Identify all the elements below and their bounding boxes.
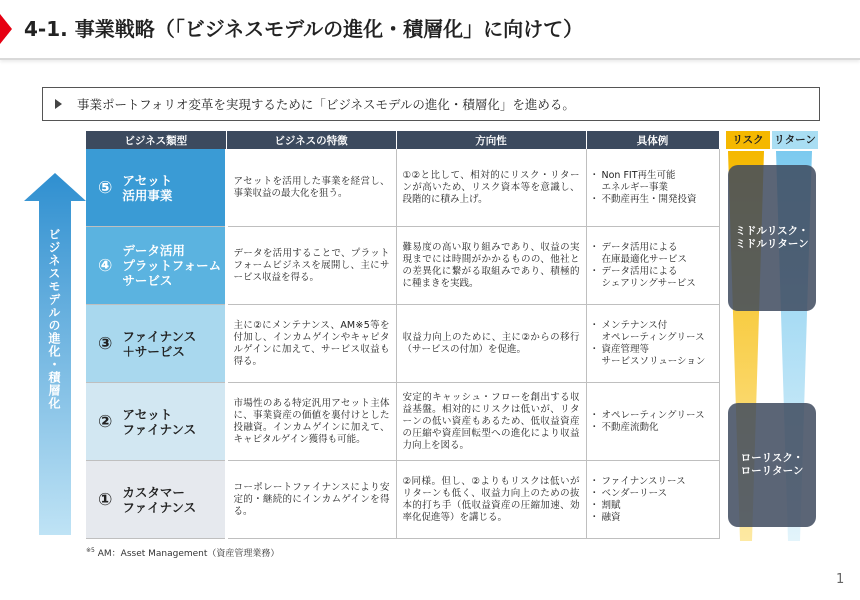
example-list bbox=[593, 476, 713, 524]
example-item: ・ オペレーティングリース bbox=[593, 410, 713, 422]
example-list bbox=[593, 410, 713, 434]
direction-cell: 難易度の高い取り組みであり、収益の実現までには時間がかかるものの、他社との差異化に繋がる取組みであり、積極的に種まきを実践。 bbox=[396, 227, 586, 305]
low-risk-box: ローリスク・ ローリターン bbox=[728, 403, 816, 527]
example-cell bbox=[586, 383, 719, 461]
table-row bbox=[86, 149, 719, 227]
example-cell bbox=[586, 227, 719, 305]
type-number: ③ bbox=[98, 333, 113, 354]
header-type: ビジネス類型 bbox=[86, 131, 226, 149]
direction-cell: ①②と比して、相対的にリスク・リターンが高いため、リスク資本等を意識し、段階的に積み上げ。 bbox=[396, 149, 586, 227]
table-row bbox=[86, 305, 719, 383]
header-example: 具体例 bbox=[586, 131, 719, 149]
footnote bbox=[86, 546, 279, 559]
type-name: カスタマー ファイナンス bbox=[122, 484, 197, 515]
type-name: アセット ファイナンス bbox=[122, 406, 197, 437]
header-feature: ビジネスの特徴 bbox=[226, 131, 396, 149]
arrow-label: ビジネスモデルの進化・積層化 bbox=[47, 228, 61, 410]
bullet-triangle-icon bbox=[55, 99, 62, 109]
direction-cell: 収益力向上のために、主に②からの移行（サービスの付加）を促進。 bbox=[396, 305, 586, 383]
example-item: ・ ファイナンスリース bbox=[593, 476, 713, 488]
direction-cell: 安定的キャッシュ・フローを創出する収益基盤。相対的にリスクは低いが、リターンの低い資産もあるため、低収益資産の圧縮や資産回転型への進化により収益力向上を図る。 bbox=[396, 383, 586, 461]
example-item: ・ 不動産再生・開発投資 bbox=[593, 194, 713, 206]
table-row bbox=[86, 227, 719, 305]
risk-return-panel bbox=[722, 131, 822, 541]
example-item: ・ Non FIT再生可能 エネルギー事業 bbox=[593, 170, 713, 194]
title-accent-marker bbox=[0, 14, 12, 44]
business-type-cell bbox=[86, 383, 226, 461]
example-list bbox=[593, 170, 713, 206]
direction-cell: ②同様。但し、②よりもリスクは低いがリターンも低く、収益力向上のための抜本的打ち手（低収益資産の圧縮加速、効率化促進等）を講じる。 bbox=[396, 461, 586, 539]
footnote-mark: ※5 bbox=[86, 547, 95, 554]
example-cell bbox=[586, 149, 719, 227]
risk-header: リスク bbox=[726, 131, 770, 149]
type-number: ④ bbox=[98, 255, 113, 276]
return-header: リターン bbox=[772, 131, 818, 149]
business-type-cell bbox=[86, 227, 226, 305]
example-item: ・ 割賦 bbox=[593, 500, 713, 512]
footnote-text: AM：Asset Management（資産管理業務） bbox=[97, 549, 280, 559]
table-row bbox=[86, 461, 719, 539]
business-type-cell bbox=[86, 461, 226, 539]
business-type-cell bbox=[86, 149, 226, 227]
example-list bbox=[593, 242, 713, 290]
example-list bbox=[593, 320, 713, 368]
business-type-cell bbox=[86, 305, 226, 383]
middle-risk-box: ミドルリスク・ ミドルリターン bbox=[728, 165, 816, 311]
summary-text: 事業ポートフォリオ変革を実現するために「ビジネスモデルの進化・積層化」を進める。 bbox=[77, 97, 575, 112]
type-name: アセット 活用事業 bbox=[122, 172, 173, 203]
table-header-row bbox=[86, 131, 719, 149]
type-name: ファイナンス ＋サービス bbox=[122, 328, 197, 359]
example-item: ・ データ活用による シェアリングサービス bbox=[593, 266, 713, 290]
header-direction: 方向性 bbox=[396, 131, 586, 149]
example-item: ・ 資産管理等 サービスソリューション bbox=[593, 344, 713, 368]
table-row bbox=[86, 383, 719, 461]
example-item: ・ ベンダーリース bbox=[593, 488, 713, 500]
type-number: ② bbox=[98, 411, 113, 432]
type-number: ① bbox=[98, 489, 113, 510]
business-model-table bbox=[86, 131, 720, 539]
feature-cell: コーポレートファイナンスにより安定的・継続的にインカムゲインを得る。 bbox=[226, 461, 396, 539]
page-title: 4-1. 事業戦略（「ビジネスモデルの進化・積層化」に向けて） bbox=[24, 17, 584, 41]
example-cell bbox=[586, 305, 719, 383]
example-item: ・ データ活用による 在庫最適化サービス bbox=[593, 242, 713, 266]
feature-cell: 市場性のある特定汎用アセット主体に、事業資産の価値を裏付けとした投融資。インカムゲインに加えて、キャピタルゲイン獲得も可能。 bbox=[226, 383, 396, 461]
type-name: データ活用 プラットフォーム サービス bbox=[122, 243, 222, 288]
example-item: ・ メンテナンス付 オペレーティングリース bbox=[593, 320, 713, 344]
feature-cell: 主に②にメンテナンス、AM※5等を付加し、インカムゲインやキャピタルゲインに加えて、サービス収益も得る。 bbox=[226, 305, 396, 383]
feature-cell: データを活用することで、プラットフォームビジネスを展開し、主にサービス収益を得る。 bbox=[226, 227, 396, 305]
summary-box bbox=[42, 87, 820, 121]
type-number: ⑤ bbox=[98, 177, 113, 198]
feature-cell: アセットを活用した事業を経営し、事業収益の最大化を狙う。 bbox=[226, 149, 396, 227]
title-bar bbox=[0, 0, 860, 60]
example-item: ・ 不動産流動化 bbox=[593, 422, 713, 434]
page-number: 1 bbox=[836, 572, 845, 587]
example-item: ・ 融資 bbox=[593, 512, 713, 524]
example-cell bbox=[586, 461, 719, 539]
